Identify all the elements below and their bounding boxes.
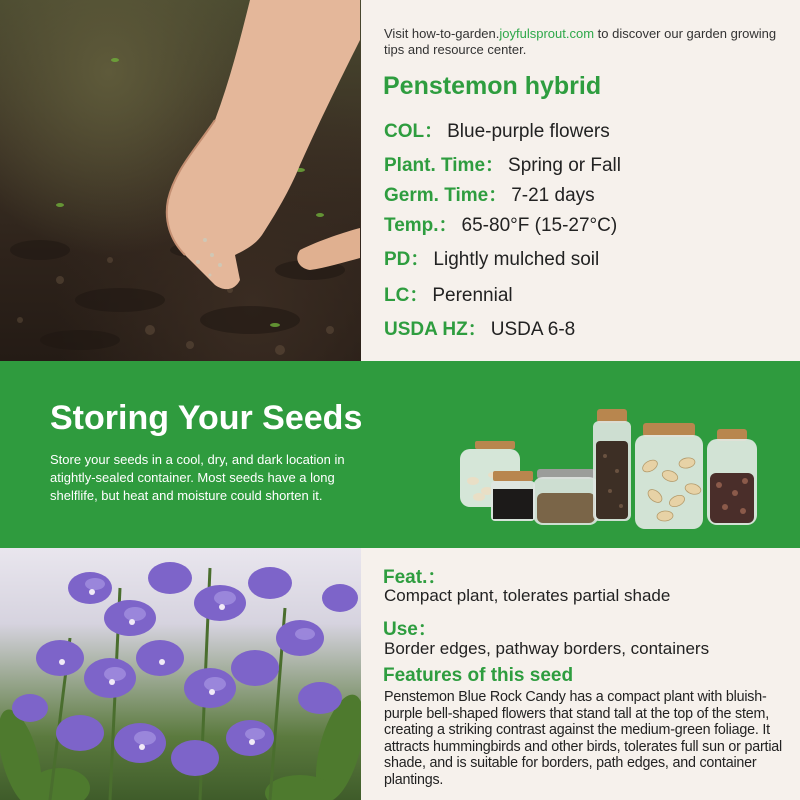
seed-features-text: Penstemon Blue Rock Candy has a compact plant with bluish-purple bell-shaped flowers that stand tall at the top of the stem, creating a striking contrast against the medium-green foliage. It attracts hummingbirds and other birds, tolerates full sun or partial shade, and is suitable for borders, path edges, and container plantings. xyxy=(384,689,783,788)
spec-key: USDA HZ： xyxy=(384,319,487,340)
spec-value: 7-21 days xyxy=(511,185,595,206)
spec-planting-depth xyxy=(384,244,599,271)
seed-jars-illustration xyxy=(455,381,760,531)
spec-key: Plant. Time： xyxy=(384,155,505,176)
site-link[interactable]: joyfulsprout.com xyxy=(499,26,595,41)
spec-value: USDA 6-8 xyxy=(490,319,576,340)
spec-key: COL： xyxy=(384,121,444,142)
plant-info-panel xyxy=(361,0,800,361)
spec-plant-time xyxy=(384,150,621,177)
use-text: Border edges, pathway borders, containers xyxy=(384,639,710,658)
top-section xyxy=(0,0,800,361)
spec-usda-zone xyxy=(384,314,575,341)
spec-temperature xyxy=(384,210,617,237)
feat-text: Compact plant, tolerates partial shade xyxy=(384,586,671,605)
spec-key: LC： xyxy=(384,285,429,306)
visit-suffix: to discover our garden growing tips and resource center. xyxy=(384,26,777,57)
spec-value: 65-80°F (15-27°C) xyxy=(461,215,618,236)
features-panel xyxy=(361,548,800,800)
seed-features-heading: Features of this seed xyxy=(383,665,574,686)
spec-key: Germ. Time： xyxy=(384,185,508,206)
feat-heading: Feat.： xyxy=(383,567,447,588)
storing-title: Storing Your Seeds xyxy=(50,399,363,437)
spec-key: Temp.： xyxy=(384,215,458,236)
storing-seeds-band xyxy=(0,361,800,548)
storing-body: Store your seeds in a cool, dry, and dark location in atightly-sealed container. Most seeds have a long shelflife, but heat and moisture could shorten it. xyxy=(50,452,345,503)
plant-title: Penstemon hybrid xyxy=(383,72,602,100)
spec-germ-time xyxy=(384,180,595,207)
soil-hand-photo xyxy=(0,0,361,361)
spec-color xyxy=(384,116,610,143)
spec-value: Spring or Fall xyxy=(508,155,622,176)
visit-text xyxy=(384,26,794,58)
spec-life-cycle xyxy=(384,280,513,307)
spec-value: Lightly mulched soil xyxy=(433,249,600,270)
use-heading: Use： xyxy=(383,619,437,640)
spec-value: Blue-purple flowers xyxy=(447,121,610,142)
visit-prefix: Visit how-to-garden. xyxy=(384,26,500,41)
penstemon-flower-photo xyxy=(0,548,361,800)
spec-key: PD： xyxy=(384,249,430,270)
spec-value: Perennial xyxy=(432,285,513,306)
